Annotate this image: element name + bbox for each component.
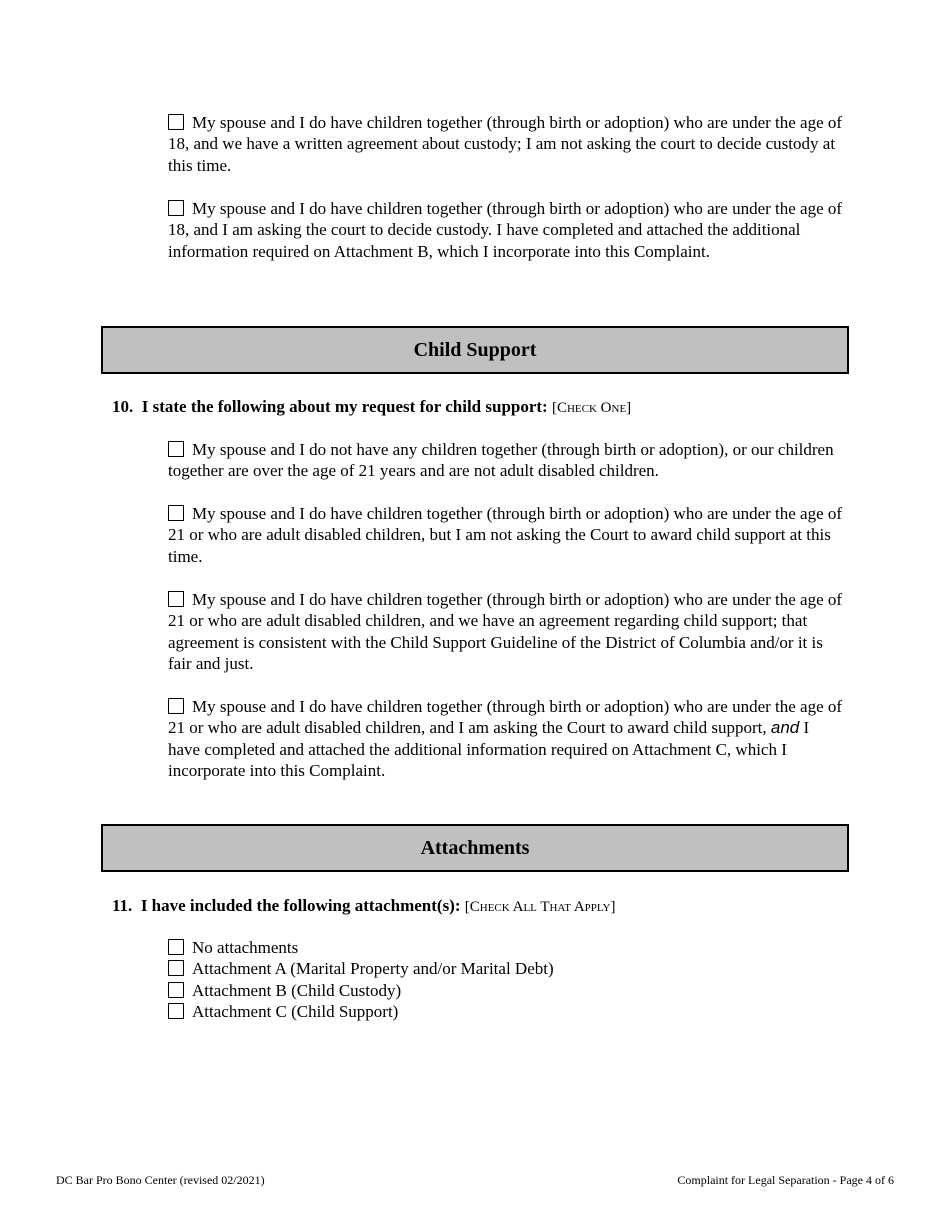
- question-10-text: I state the following about my request for child support:: [141, 397, 548, 416]
- child-support-option-3-checkbox[interactable]: [168, 591, 184, 607]
- attachment-none-checkbox[interactable]: [168, 939, 184, 955]
- child-support-option-4-checkbox[interactable]: [168, 698, 184, 714]
- question-10-number: 10.: [112, 397, 134, 416]
- child-support-option-no-children: [168, 439, 844, 482]
- footer-right: Complaint for Legal Separation - Page 4 of 6: [677, 1173, 894, 1187]
- child-support-option-2-checkbox[interactable]: [168, 505, 184, 521]
- footer-left: DC Bar Pro Bono Center (revised 02/2021): [56, 1173, 265, 1187]
- attachments-section-header: [101, 824, 849, 872]
- child-support-option-3-text: My spouse and I do have children together (through birth or adoption) who are under the age of 21 or who are adult disabled children, and we have an agreement regarding child support; that agreement is consistent with the Child Support Guideline of the District of Columbia and/or it is fair and just.: [168, 590, 843, 674]
- question-10-instruction: [Check One]: [551, 400, 632, 416]
- custody-option-2-checkbox[interactable]: [168, 200, 184, 216]
- child-support-option-2-text: My spouse and I do have children together (through birth or adoption) who are under the age of 21 or who are adult disabled children, but I am not asking the Court to award child support at this time.: [168, 504, 843, 566]
- child-support-option-agreement: [168, 589, 844, 675]
- child-support-option-1-text: My spouse and I do not have any children together (through birth or adoption), or our children together are over the age of 21 years and are not adult disabled children.: [168, 440, 834, 481]
- child-support-option-4-text-after: I have completed and attached the additional information required on Attachment C, which I incorporate into this Complaint.: [168, 718, 810, 781]
- child-support-option-4-emphasis: and: [770, 718, 800, 738]
- child-support-option-asking-court: [168, 696, 844, 782]
- custody-option-2-text: My spouse and I do have children together (through birth or adoption) who are under the age of 18, and I am asking the court to decide custody. I have completed and attached the additional information required on Attachment B, which I incorporate into this Complaint.: [168, 199, 843, 261]
- question-11: [112, 895, 615, 918]
- attachment-b-label: Attachment B (Child Custody): [192, 980, 402, 1000]
- question-11-number: 11.: [112, 896, 133, 915]
- custody-option-written-agreement: [168, 112, 844, 176]
- attachment-item-c: [168, 1001, 554, 1022]
- child-support-section-header: [101, 326, 849, 374]
- attachment-a-label: Attachment A (Marital Property and/or Marital Debt): [192, 959, 554, 979]
- child-support-header-text: Child Support: [413, 338, 537, 361]
- attachment-item-b: [168, 980, 554, 1001]
- question-11-instruction: [Check All That Apply]: [464, 899, 616, 915]
- attachment-b-checkbox[interactable]: [168, 982, 184, 998]
- attachment-item-none: [168, 937, 554, 958]
- custody-option-1-checkbox[interactable]: [168, 114, 184, 130]
- custody-option-court-decide: [168, 198, 844, 262]
- question-10: [112, 396, 631, 419]
- attachment-none-label: No attachments: [192, 938, 299, 957]
- attachment-checklist: [168, 937, 554, 1022]
- child-support-option-not-asking: [168, 503, 844, 567]
- attachment-c-label: Attachment C (Child Support): [192, 1001, 399, 1021]
- attachment-item-a: [168, 958, 554, 979]
- custody-option-1-text: My spouse and I do have children together (through birth or adoption) who are under the age of 18, and we have a written agreement about custody; I am not asking the court to decide custody at this time.: [168, 113, 843, 175]
- child-support-option-4-text-before: My spouse and I do have children together (through birth or adoption) who are under the age of 21 or who are adult disabled children, and I am asking the Court to award child support,: [168, 697, 843, 738]
- attachment-c-checkbox[interactable]: [168, 1003, 184, 1019]
- question-11-text: I have included the following attachment(s):: [140, 896, 461, 915]
- child-support-option-1-checkbox[interactable]: [168, 441, 184, 457]
- attachment-a-checkbox[interactable]: [168, 960, 184, 976]
- attachments-header-text: Attachments: [420, 836, 530, 859]
